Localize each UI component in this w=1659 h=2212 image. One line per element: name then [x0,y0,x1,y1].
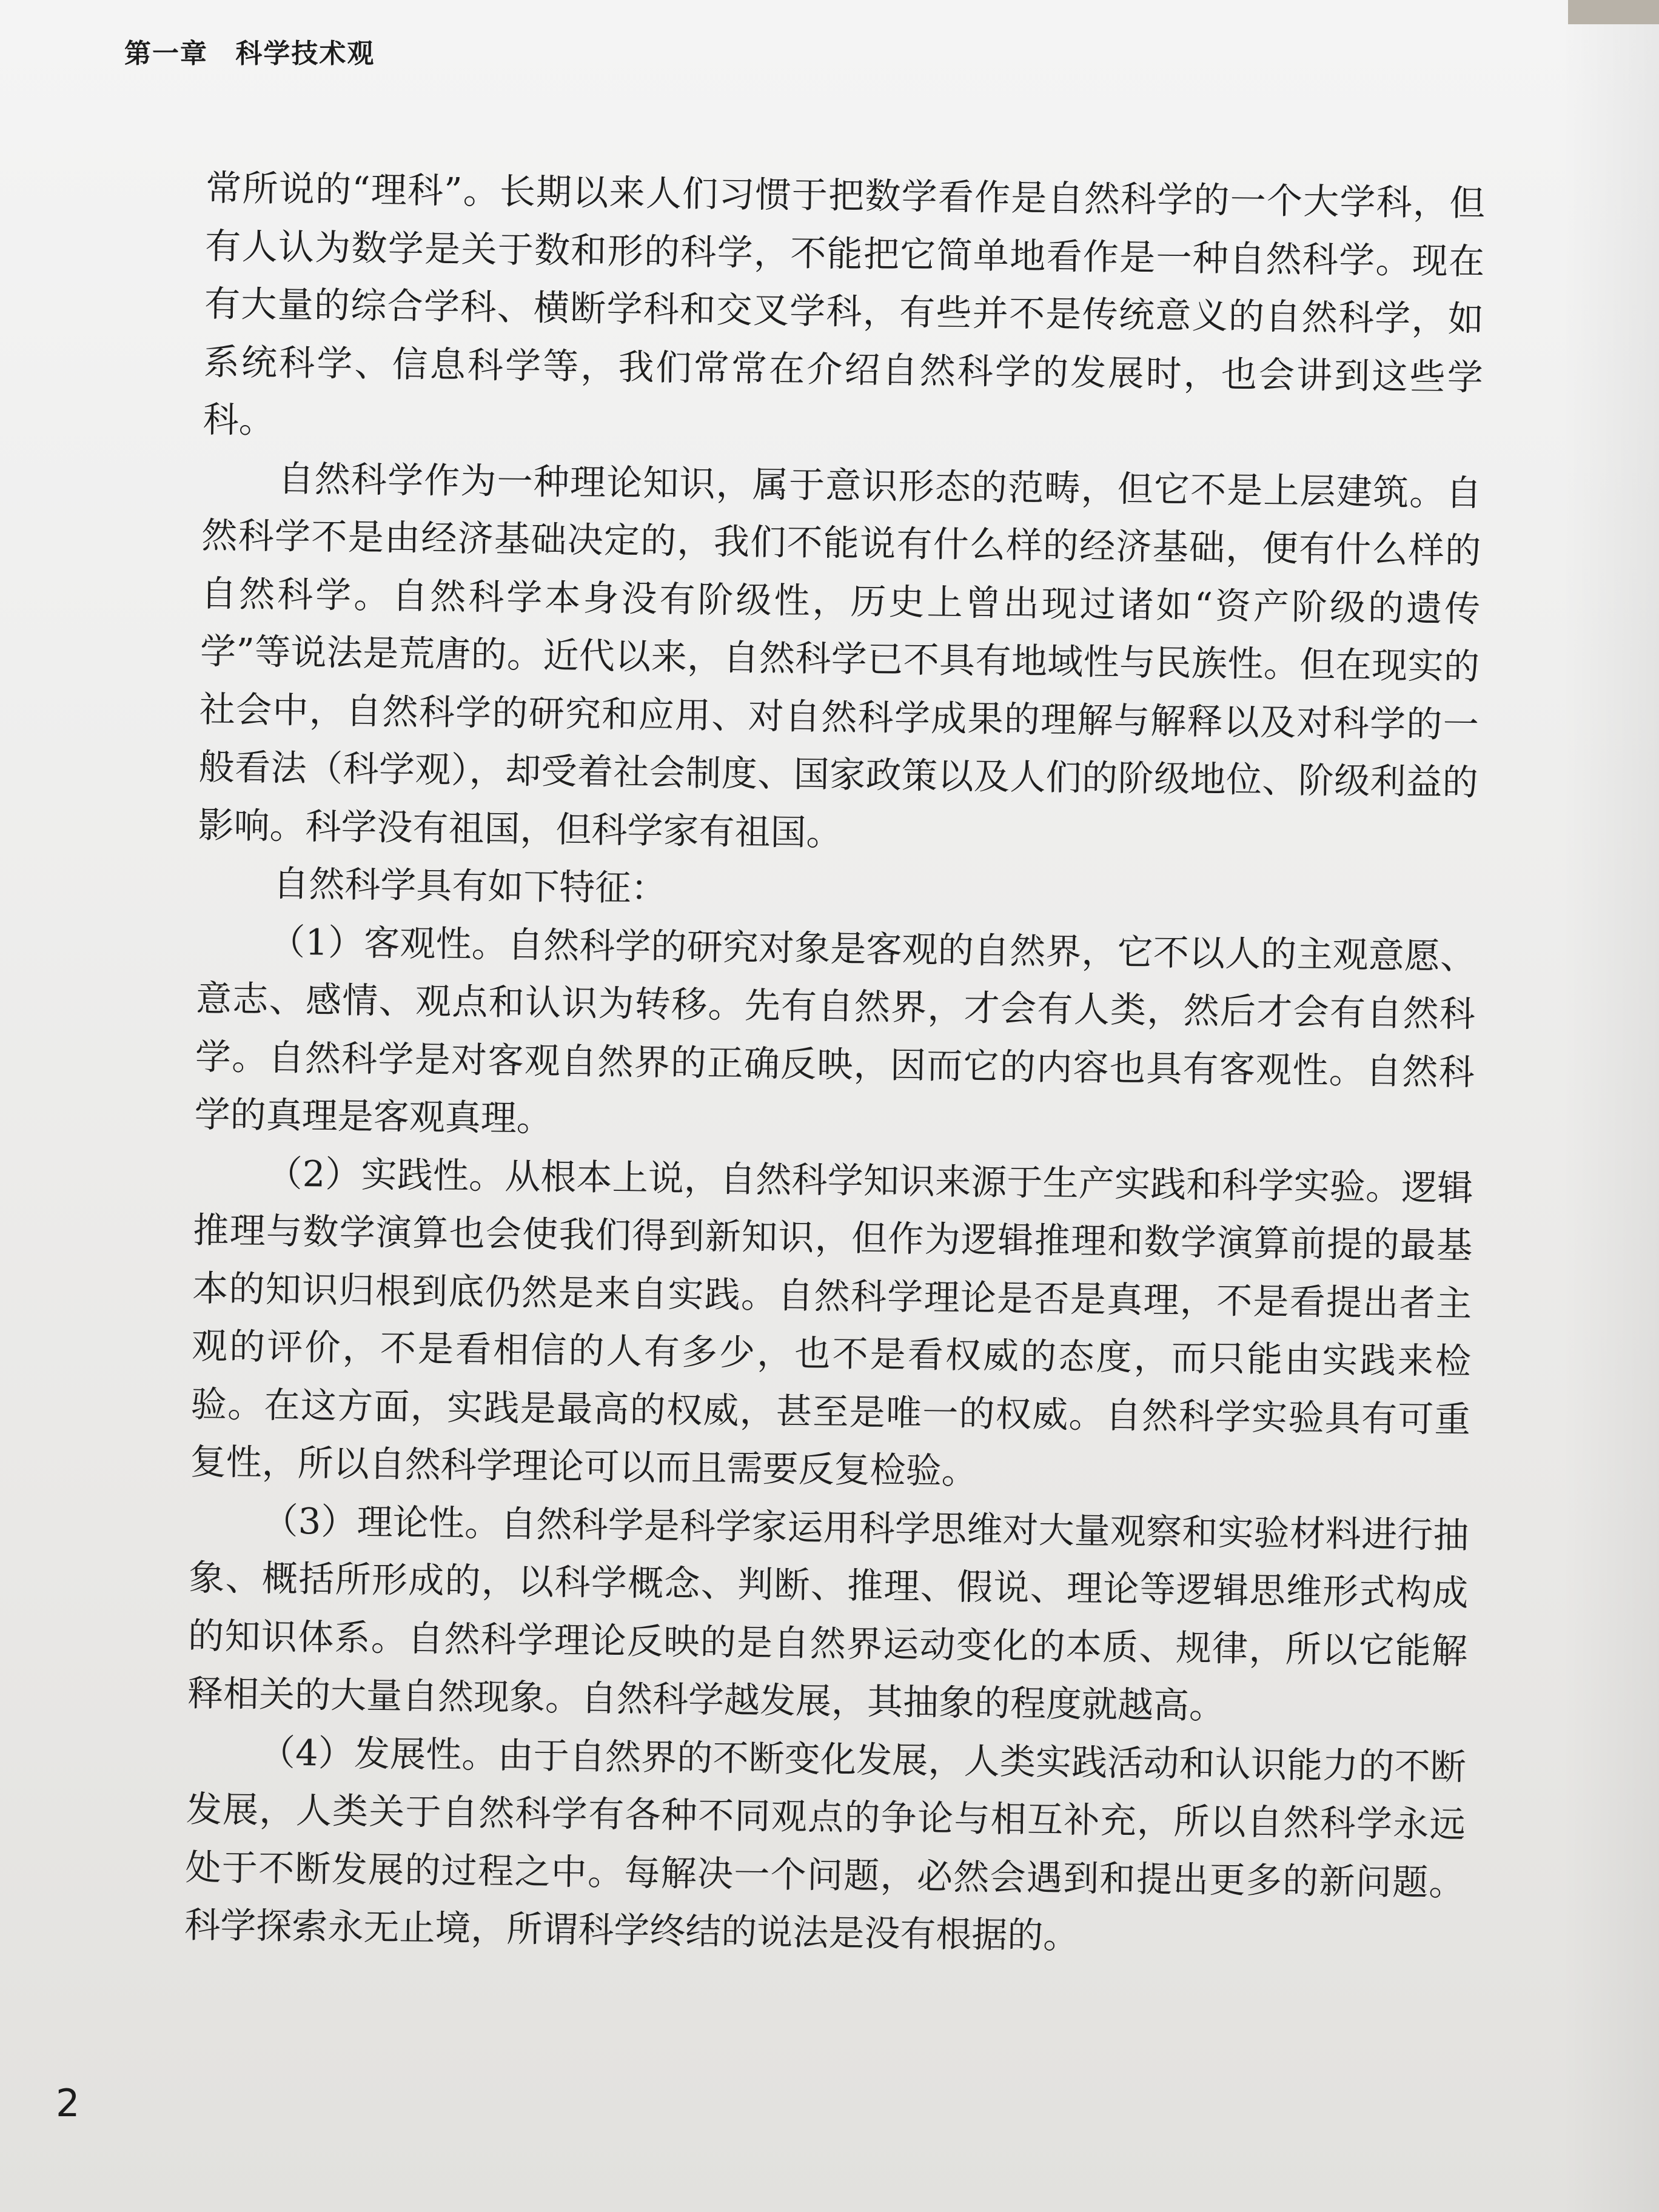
paragraph-theoretical: （3）理论性。自然科学是科学家运用科学思维对大量观察和实验材料进行抽象、概括所形成的，以科学概念、判断、推理、假说、理论等逻辑思维形式构成的知识体系。自然科学理论反映的是自然界运动变化的本质、规律，所以它能解释相关的大量自然现象。自然科学越发展，其抽象的程度就越高。 [187,1499,1469,1727]
body-text [184,159,1486,1969]
running-head [124,32,375,70]
chapter-title: 科学技术观 [235,38,375,69]
background-corner [1568,0,1659,24]
paragraph-objectivity: （1）客观性。自然科学的研究对象是客观的自然界，它不以人的主观意愿、意志、感情、观点和认识为转移。先有自然界，才会有人类，然后才会有自然科学。自然科学是对客观自然界的正确反映，因而它的内容也具有客观性。自然科学的真理是客观真理。 [194,920,1476,1140]
paragraph-features-intro: 自然科学具有如下特征： [272,862,667,910]
paragraph-development: （4）发展性。由于自然界的不断变化发展，人类实践活动和认识能力的不断发展，人类关于自然科学有各种不同观点的争论与相互补充，所以自然科学永远处于不断发展的过程之中。每解决一个问题，必然会遇到和提出更多的新问题。科学探索永无止境，所谓科学终结的说法是没有根据的。 [184,1731,1467,1957]
page-number: 2 [56,2081,80,2125]
chapter-number: 第一章 [124,38,208,69]
paragraph-ideology: 自然科学作为一种理论知识，属于意识形态的范畴，但它不是上层建筑。自然科学不是由经济基础决定的，我们不能说有什么样的经济基础，便有什么样的自然科学。自然科学本身没有阶级性，历史上曾出现过诸如“资产阶级的遗传学”等说法是荒唐的。近代以来，自然科学已不具有地域性与民族性。但在现实的社会中，自然科学的研究和应用、对自然科学成果的理解与解释以及对科学的一般看法（科学观），却受着社会制度、国家政策以及人们的阶级地位、阶级利益的影响。科学没有祖国，但科学家有祖国。 [198,457,1482,854]
paragraph-continuation: 常所说的“理科”。长期以来人们习惯于把数学看作是自然科学的一个大学科，但有人认为数学是关于数和形的科学，不能把它简单地看作是一种自然科学。现在有大量的综合学科、横断学科和交叉学科，有些并不是传统意义的自然科学，如系统科学、信息科学等，我们常常在介绍自然科学的发展时，也会讲到这些学科。 [203,166,1486,441]
page-shadow [1562,0,1659,2212]
paragraph-practicality: （2）实践性。从根本上说，自然科学知识来源于生产实践和科学实验。逻辑推理与数学演算也会使我们得到新知识，但作为逻辑推理和数学演算前提的最基本的知识归根到底仍然是来自实践。自然科学理论是否是真理，不是看提出者主观的评价，不是看相信的人有多少，也不是看权威的态度，而只能由实践来检验。在这方面，实践是最高的权威，甚至是唯一的权威。自然科学实验具有可重复性，所以自然科学理论可以而且需要反复检验。 [190,1151,1473,1492]
